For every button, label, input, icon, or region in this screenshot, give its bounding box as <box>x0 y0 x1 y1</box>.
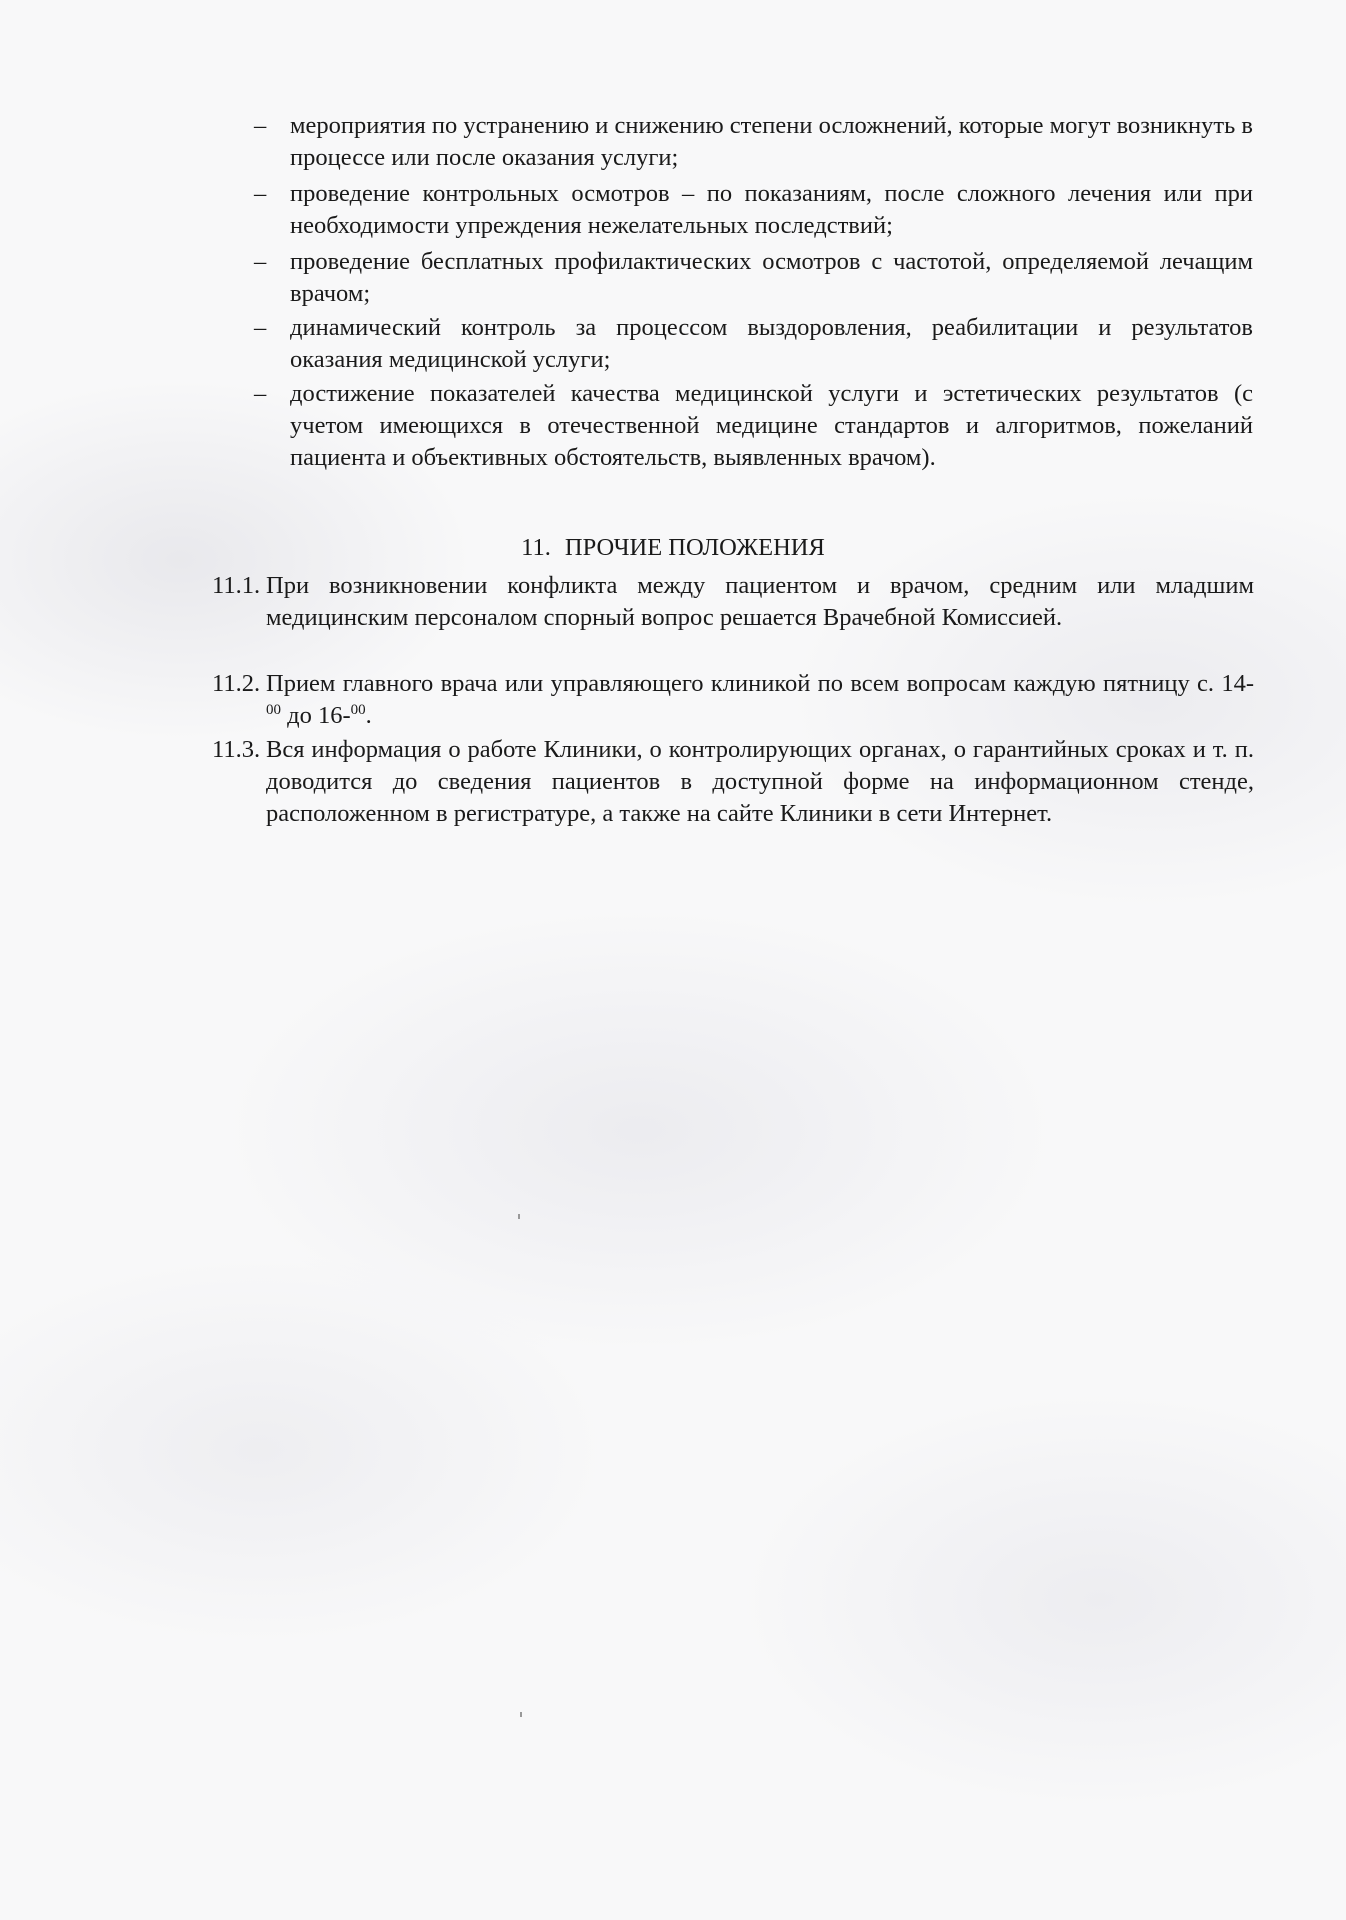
clause-text-part: до 16- <box>281 702 351 729</box>
clause <box>212 570 1254 634</box>
list-item <box>254 178 1253 242</box>
list-item-text: проведение бесплатных профилактических осмотров с частотой, определяемой лечащим врачом; <box>290 248 1253 307</box>
clause-number: 11.3. <box>212 736 261 763</box>
clause-number: 11.1. <box>212 572 261 599</box>
list-dash: – <box>254 180 267 207</box>
list-item-text: достижение показателей качества медицинской услуги и эстетических результатов (с учетом имеющихся в отечественной медицине стандартов и алгоритмов, пожеланий пациента и объективных обстоятельств, выявленных врачом). <box>290 380 1253 471</box>
clause-text: Вся информация о работе Клиники, о контролирующих органах, о гарантийных сроках и т. п. доводится до сведения пациентов в доступной форме на информационном стенде, расположенном в регистратуре, а также на сайте Клиники в сети Интернет. <box>266 736 1254 827</box>
list-item <box>254 378 1253 474</box>
scan-speck <box>520 1712 522 1717</box>
list-item <box>254 246 1253 310</box>
time-superscript: 00 <box>350 701 366 718</box>
section-number: 11. <box>521 534 551 561</box>
clause <box>212 734 1254 830</box>
time-superscript: 00 <box>266 701 281 718</box>
clause-text <box>266 668 1254 732</box>
section-heading <box>0 534 1346 562</box>
clause-text-part: . <box>365 702 372 729</box>
scan-speck <box>518 1214 520 1219</box>
list-item <box>254 312 1253 376</box>
list-dash: – <box>254 112 267 139</box>
list-item-text: проведение контрольных осмотров – по показаниям, после сложного лечения или при необходимости упреждения нежелательных последствий; <box>290 180 1253 239</box>
section-title: ПРОЧИЕ ПОЛОЖЕНИЯ <box>564 534 825 561</box>
list-dash: – <box>254 248 267 275</box>
clause-text-part: Прием главного врача или управляющего клиникой по всем вопросам каждую пятницу с. 14- <box>266 670 1254 697</box>
list-dash: – <box>254 380 267 407</box>
clause-text: При возникновении конфликта между пациентом и врачом, средним или младшим медицинским персоналом спорный вопрос решается Врачебной Комиссией. <box>266 572 1254 631</box>
list-item-text: динамический контроль за процессом выздоровления, реабилитации и результатов оказания медицинской услуги; <box>290 314 1253 373</box>
list-item <box>254 110 1253 174</box>
clause <box>212 668 1254 732</box>
list-dash: – <box>254 314 267 341</box>
list-item-text: мероприятия по устранению и снижению степени осложнений, которые могут возникнуть в процессе или после оказания услуги; <box>290 112 1253 171</box>
clause-number: 11.2. <box>212 670 261 697</box>
